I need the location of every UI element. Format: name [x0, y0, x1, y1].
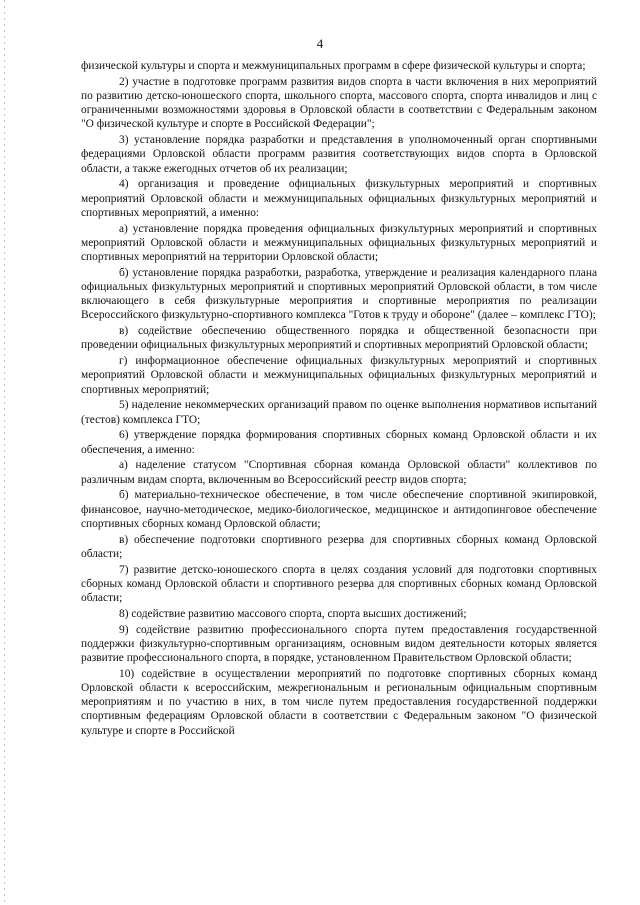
paragraph: физической культуры и спорта и межмуниципальных программ в сфере физической культуры и спорта;	[81, 60, 586, 72]
paragraph: 7) развитие детско-юношеского спорта в целях создания условий для подготовки спортивных сборных команд Орловской области и спортивного резерва для спортивных сборных команд Орловской области;	[81, 563, 597, 605]
paragraph: г) информационное обеспечение официальных физкультурных мероприятий и спортивных мероприятий Орловской области и межмуниципальных официальных физкультурных мероприятий и спортивных мероприятий;	[81, 355, 597, 396]
paragraph: 9) содействие развитию профессионального спорта путем предоставления государственной поддержки физкультурно-спортивным организациям, основным видом деятельности которых является развитие профессионального спорта, в порядке, установленном Правительством Орловской области;	[81, 623, 597, 665]
scan-left-edge	[4, 0, 5, 905]
page-number: 4	[316, 36, 324, 51]
document-body	[81, 59, 597, 739]
paragraph: 5) наделение некоммерческих организаций правом по оценке выполнения нормативов испытаний (тестов) комплекса ГТО;	[81, 399, 597, 426]
paragraph: 8) содействие развитию массового спорта, спорта высших достижений;	[119, 607, 467, 620]
paragraph: в) содействие обеспечению общественного порядка и общественной безопасности при проведении официальных физкультурных мероприятий и спортивных мероприятий Орловской области;	[81, 325, 597, 352]
paragraph: б) установление порядка разработки, разработка, утверждение и реализация календарного плана официальных физкультурных мероприятий и спортивных мероприятий Орловской области, в том числе включающего в себя физкультурные мероприятия и спортивные мероприятия по реализации Всероссийского физкультурно-спортивного комплекса "Готов к труду и обороне" (далее – комплекс ГТО);	[81, 266, 597, 322]
paragraph: 4) организация и проведение официальных физкультурных мероприятий и спортивных мероприятий Орловской области и межмуниципальных официальных физкультурных мероприятий и спортивных мероприятий, а именно:	[81, 178, 597, 219]
paragraph: 2) участие в подготовке программ развития видов спорта в части включения в них мероприятий по развитию детско-юношеского спорта, школьного спорта, массового спорта, спорта инвалидов и лиц с ограниченными возможностями здоровья в Орловской области в соответствии с Федеральным законом "О физической культуре и спорте в Российской Федерации";	[81, 75, 597, 131]
paragraph: б) материально-техническое обеспечение, в том числе обеспечение спортивной экипировкой, финансовое, научно-методическое, медико-биологическое, медицинское и антидопинговое обеспечение спортивных сборных команд Орловской области;	[81, 489, 597, 530]
paragraph: 10) содействие в осуществлении мероприятий по подготовке спортивных сборных команд Орловской области к всероссийским, межрегиональным и региональным официальным спортивным мероприятиям и по участию в них, в том числе путем предоставления государственной поддержки спортивным федерациям Орловской области в соответствии с Федеральным законом "О физической культуре и спорте в Российской	[81, 667, 597, 737]
paragraph: а) установление порядка проведения официальных физкультурных мероприятий и спортивных мероприятий Орловской области и межмуниципальных официальных физкультурных мероприятий и спортивных мероприятий на территории Орловской области;	[81, 222, 597, 264]
paragraph: а) наделение статусом "Спортивная сборная команда Орловской области" коллективов по различным видам спорта, включенным во Всероссийский реестр видов спорта;	[81, 459, 597, 486]
paragraph: 6) утверждение порядка формирования спортивных сборных команд Орловской области и их обеспечения, а именно:	[81, 429, 597, 456]
paragraph: 3) установление порядка разработки и представления в уполномоченный орган спортивными федерациями Орловской области программ развития соответствующих видов спорта в Орловской области, а также ежегодных отчетов об их реализации;	[81, 134, 597, 175]
paragraph: в) обеспечение подготовки спортивного резерва для спортивных сборных команд Орловской области;	[81, 533, 597, 560]
